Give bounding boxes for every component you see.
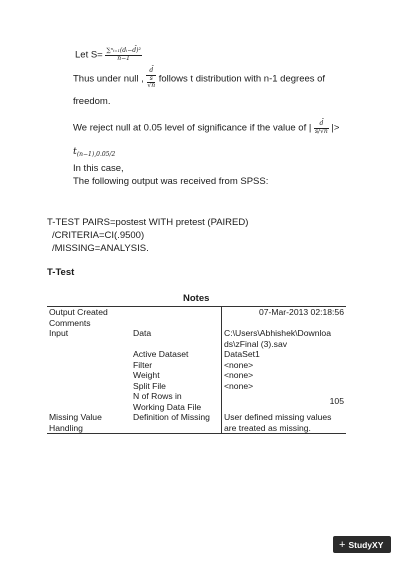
- thus-line: Thus under null , d̄ s √n follows t distribution with n-1 degrees of: [73, 67, 326, 90]
- output-intro-text: The following output was received from SPSS:: [73, 176, 269, 187]
- studyxy-logo: + StudyXY: [333, 536, 391, 553]
- plus-icon: +: [339, 538, 346, 551]
- syntax-line-1: T-TEST PAIRS=postest WITH pretest (PAIRED): [47, 217, 249, 228]
- table-row: Input Data C:\Users\Abhishek\Downloa ds\zFinal (3).sav: [49, 328, 331, 349]
- reject-fraction: $\frac{d̄}{s/√n}$: [314, 120, 328, 135]
- table-row: Filter <none>: [133, 359, 254, 370]
- table-row: Active Dataset DataSet1: [133, 349, 260, 359]
- table-row: N of Rows in Working Data File 105: [133, 391, 344, 412]
- notes-title: Notes: [183, 293, 210, 304]
- table-row: Weight <none>: [133, 370, 254, 380]
- freedom-text: freedom.: [73, 96, 111, 107]
- syntax-line-3: /MISSING=ANALYSIS.: [52, 243, 149, 254]
- d-over-s-fraction: d̄ s √n: [147, 67, 156, 90]
- in-this-case-text: In this case,: [73, 163, 124, 174]
- t-critical: $t_{(n-1),0.05/2}$: [73, 146, 116, 158]
- reject-line: We reject null at 0.05 level of significance if the value of | $\frac{d̄}{s/√n}$ |>: [73, 120, 340, 135]
- s-fraction: $\frac{\text{∑ⁿᵢ₌₁(dᵢ−d̄)²}}{n-1}$: [106, 47, 141, 62]
- table-row: Output Created 07-Mar-2013 02:18:56: [49, 307, 344, 317]
- table-row: Missing Value Handling Definition of Missing User defined missing values are treated as missing.: [47, 412, 346, 434]
- ttest-heading: T-Test: [47, 267, 75, 278]
- notes-table: [47, 306, 346, 434]
- table-row: Comments: [47, 318, 346, 329]
- let-s-line: Let S= $\frac{\text{∑ⁿᵢ₌₁(dᵢ−d̄)²}}{n-1}$: [75, 47, 141, 62]
- table-row: Split File <none>: [133, 380, 254, 391]
- syntax-line-2: /CRITERIA=CI(.9500): [52, 230, 145, 241]
